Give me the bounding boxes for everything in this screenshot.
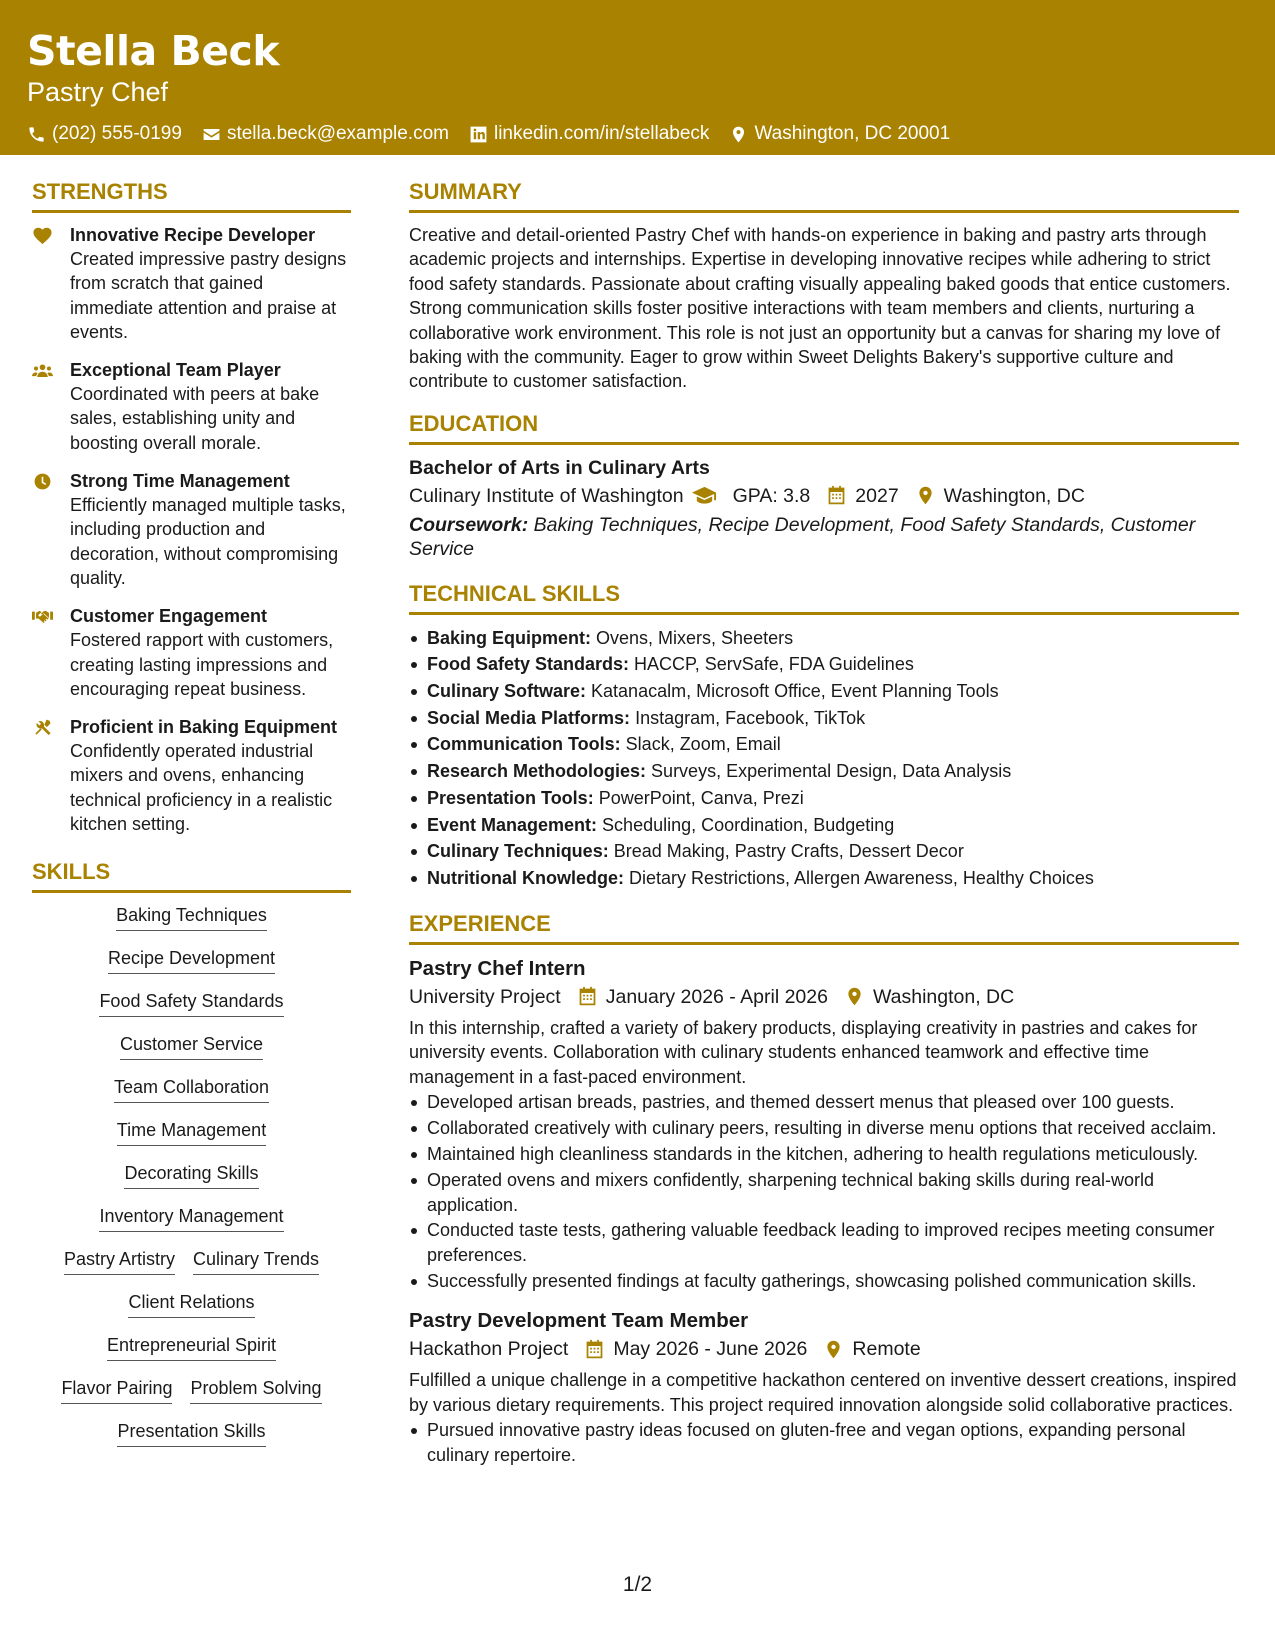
list-item (409, 812, 1239, 839)
strength-title: Customer Engagement (70, 606, 268, 627)
gpa: GPA: 3.8 (732, 484, 811, 507)
strength-title: Exceptional Team Player (70, 360, 281, 381)
candidate-name: Stella Beck (27, 27, 280, 75)
list-item (409, 865, 1239, 892)
skill-value: Scheduling, Coordination, Budgeting (597, 814, 895, 835)
degree-title: Bachelor of Arts in Culinary Arts (409, 456, 710, 479)
resume-header (0, 0, 1275, 155)
list-item (409, 651, 1239, 678)
skill-value: HACCP, ServSafe, FDA Guidelines (629, 654, 914, 675)
summary-heading: SUMMARY (409, 178, 1239, 213)
strength-desc: Efficiently managed multiple tasks, including production and decoration, without compromising quality. (70, 495, 346, 588)
job-org: University Project (409, 985, 561, 1008)
strength-item (32, 358, 351, 455)
skill-label: Culinary Software: (427, 681, 587, 702)
contact-email[interactable] (202, 121, 449, 147)
list-item (409, 785, 1239, 812)
skill-tag: Client Relations (128, 1290, 254, 1318)
skill-tag: Team Collaboration (114, 1075, 269, 1103)
skill-tag: Flavor Pairing (61, 1376, 172, 1404)
skill-label: Event Management: (427, 814, 598, 835)
strength-title: Innovative Recipe Developer (70, 225, 316, 245)
skill-tag: Inventory Management (99, 1204, 283, 1232)
skill-value: Slack, Zoom, Email (620, 734, 781, 755)
strengths-heading: STRENGTHS (32, 178, 351, 213)
location-pin-icon (823, 1339, 844, 1360)
summary-text: Creative and detail-oriented Pastry Chef with hands-on experience in baking and pastry arts through academic projects and internships. Expertise in developing innovative recipes while adhering to strict food safety standards. Passionate about crafting visually appealing baked goods that entice customers. Strong communication skills foster positive interactions with team members and clients, nurturing a collaborative work environment. This role is not just an opportunity but a canvas for sharing my love of baking with the community. Eager to grow within Sweet Delights Bakery's supportive culture and contribute to customer satisfaction. (409, 225, 1231, 392)
location-pin-icon (844, 986, 865, 1007)
strength-desc: Confidently operated industrial mixers and ovens, enhancing technical proficiency in a realistic kitchen setting. (70, 741, 333, 835)
list-item (409, 625, 1239, 652)
technical-skills-heading: TECHNICAL SKILLS (409, 580, 1239, 615)
job-entry (409, 955, 1239, 1293)
coursework-list: Baking Techniques, Recipe Development, Food Safety Standards, Customer Service (409, 513, 1196, 561)
calendar-icon (577, 986, 598, 1007)
job-meta (409, 982, 1239, 1012)
contact-linkedin[interactable] (469, 121, 709, 147)
contact-email-text: stella.beck@example.com (226, 123, 449, 144)
strength-item (32, 469, 351, 590)
list-item: Maintained high cleanliness standards in the kitchen, adhering to health regulations meticulously. (409, 1142, 1239, 1166)
linkedin-icon (469, 125, 488, 144)
coursework (409, 513, 1239, 562)
job-bullets (409, 1090, 1239, 1293)
skill-tag: Entrepreneurial Spirit (107, 1333, 276, 1361)
strength-title: Strong Time Management (70, 471, 290, 492)
list-item (409, 731, 1239, 758)
skill-tag: Presentation Skills (117, 1419, 265, 1447)
list-item: Conducted taste tests, gathering valuable feedback leading to improved recipes meeting consumer preferences. (409, 1218, 1239, 1267)
skill-value: Dietary Restrictions, Allergen Awareness, Healthy Choices (624, 867, 1094, 888)
handshake-icon (32, 607, 53, 626)
skills-list (32, 903, 351, 1462)
tools-icon (32, 718, 53, 737)
strength-title: Proficient in Baking Equipment (70, 717, 338, 738)
contact-phone[interactable] (27, 121, 182, 147)
skill-tag: Food Safety Standards (99, 989, 283, 1017)
skill-tag: Baking Techniques (116, 903, 267, 931)
job-dates: January 2026 - April 2026 (605, 985, 828, 1008)
phone-icon (27, 125, 46, 144)
strength-desc: Fostered rapport with customers, creating lasting impressions and encouraging repeat business. (70, 630, 334, 699)
skill-label: Food Safety Standards: (427, 654, 630, 675)
candidate-role: Pastry Chef (27, 77, 169, 107)
school-location: Washington, DC (943, 484, 1085, 507)
education-meta (409, 481, 1239, 511)
strength-item (32, 715, 351, 836)
skill-value: Katanacalm, Microsoft Office, Event Planning Tools (586, 681, 999, 702)
job-description: Fulfilled a unique challenge in a competitive hackathon centered on inventive dessert creations, inspired by various dietary requirements. This project required innovation alongside solid collaborative practices. (409, 1370, 1237, 1415)
skill-tag: Pastry Artistry (64, 1247, 175, 1275)
contact-linkedin-text: linkedin.com/in/stellabeck (493, 123, 710, 144)
skill-tag: Decorating Skills (124, 1161, 258, 1189)
skill-label: Nutritional Knowledge: (427, 867, 624, 888)
list-item (409, 705, 1239, 732)
education-heading: EDUCATION (409, 410, 1239, 445)
users-icon (32, 361, 53, 380)
skill-value: Surveys, Experimental Design, Data Analysis (646, 761, 1012, 782)
job-description: In this internship, crafted a variety of bakery products, displaying creativity in pastries and cakes for university events. Collaboration with culinary students enhanced teamwork and effective time management in a fast-paced environment. (409, 1017, 1198, 1087)
job-location: Remote (852, 1338, 921, 1361)
graduation-cap-icon (692, 485, 717, 506)
job-location: Washington, DC (872, 985, 1015, 1008)
strength-item (32, 604, 351, 701)
job-entry (409, 1307, 1239, 1467)
skill-label: Presentation Tools: (427, 787, 594, 808)
skill-label: Baking Equipment: (427, 627, 592, 648)
list-item: Operated ovens and mixers confidently, sharpening technical baking skills during real-world application. (409, 1168, 1239, 1217)
list-item (409, 838, 1239, 865)
graduation-year: 2027 (855, 484, 899, 507)
clock-icon (32, 472, 53, 491)
list-item: Successfully presented findings at faculty gatherings, showcasing polished communication skills. (409, 1269, 1239, 1293)
page-number: 1/2 (622, 1573, 653, 1596)
skills-heading: SKILLS (32, 858, 351, 893)
skill-label: Research Methodologies: (427, 761, 647, 782)
job-title: Pastry Chef Intern (409, 956, 586, 980)
envelope-icon (202, 125, 221, 144)
list-item: Developed artisan breads, pastries, and themed dessert menus that pleased over 100 guests. (409, 1090, 1239, 1114)
job-meta (409, 1334, 1239, 1364)
skill-tag: Problem Solving (190, 1376, 321, 1404)
technical-skills-list (409, 625, 1239, 892)
contact-location-text: Washington, DC 20001 (754, 123, 951, 144)
skill-tag: Recipe Development (108, 946, 275, 974)
school-name: Culinary Institute of Washington (409, 484, 684, 507)
skill-label: Communication Tools: (427, 734, 621, 755)
experience-heading: EXPERIENCE (409, 910, 1239, 945)
coursework-label: Coursework: (409, 513, 529, 536)
strength-desc: Coordinated with peers at bake sales, establishing unity and boosting overall morale. (70, 384, 320, 453)
left-column (32, 178, 351, 1462)
contact-bar (27, 121, 1248, 147)
skill-value: Ovens, Mixers, Sheeters (591, 627, 794, 648)
calendar-icon (826, 485, 847, 506)
list-item: Collaborated creatively with culinary peers, resulting in diverse menu options that received acclaim. (409, 1116, 1239, 1140)
location-pin-icon (915, 485, 936, 506)
list-item (409, 678, 1239, 705)
skill-value: Bread Making, Pastry Crafts, Dessert Decor (608, 841, 964, 862)
skill-tag: Culinary Trends (193, 1247, 319, 1275)
skill-value: PowerPoint, Canva, Prezi (593, 787, 804, 808)
contact-location (729, 121, 950, 147)
skill-label: Culinary Techniques: (427, 841, 609, 862)
job-title: Pastry Development Team Member (409, 1309, 749, 1333)
job-org: Hackathon Project (409, 1338, 569, 1361)
job-bullets (409, 1418, 1239, 1467)
list-item (409, 758, 1239, 785)
calendar-icon (584, 1339, 605, 1360)
right-column (409, 178, 1239, 1481)
skill-label: Social Media Platforms: (427, 707, 631, 728)
skill-tag: Customer Service (120, 1032, 263, 1060)
skill-tag: Time Management (117, 1118, 266, 1146)
strength-item (32, 223, 351, 344)
strength-desc: Created impressive pastry designs from scratch that gained immediate attention and praise at events. (70, 249, 347, 342)
heart-icon (32, 226, 53, 245)
list-item: Pursued innovative pastry ideas focused on gluten-free and vegan options, expanding personal culinary repertoire. (409, 1418, 1239, 1467)
skill-value: Instagram, Facebook, TikTok (630, 707, 866, 728)
contact-phone-text: (202) 555-0199 (52, 123, 182, 144)
job-dates: May 2026 - June 2026 (613, 1338, 808, 1361)
location-pin-icon (729, 125, 748, 144)
